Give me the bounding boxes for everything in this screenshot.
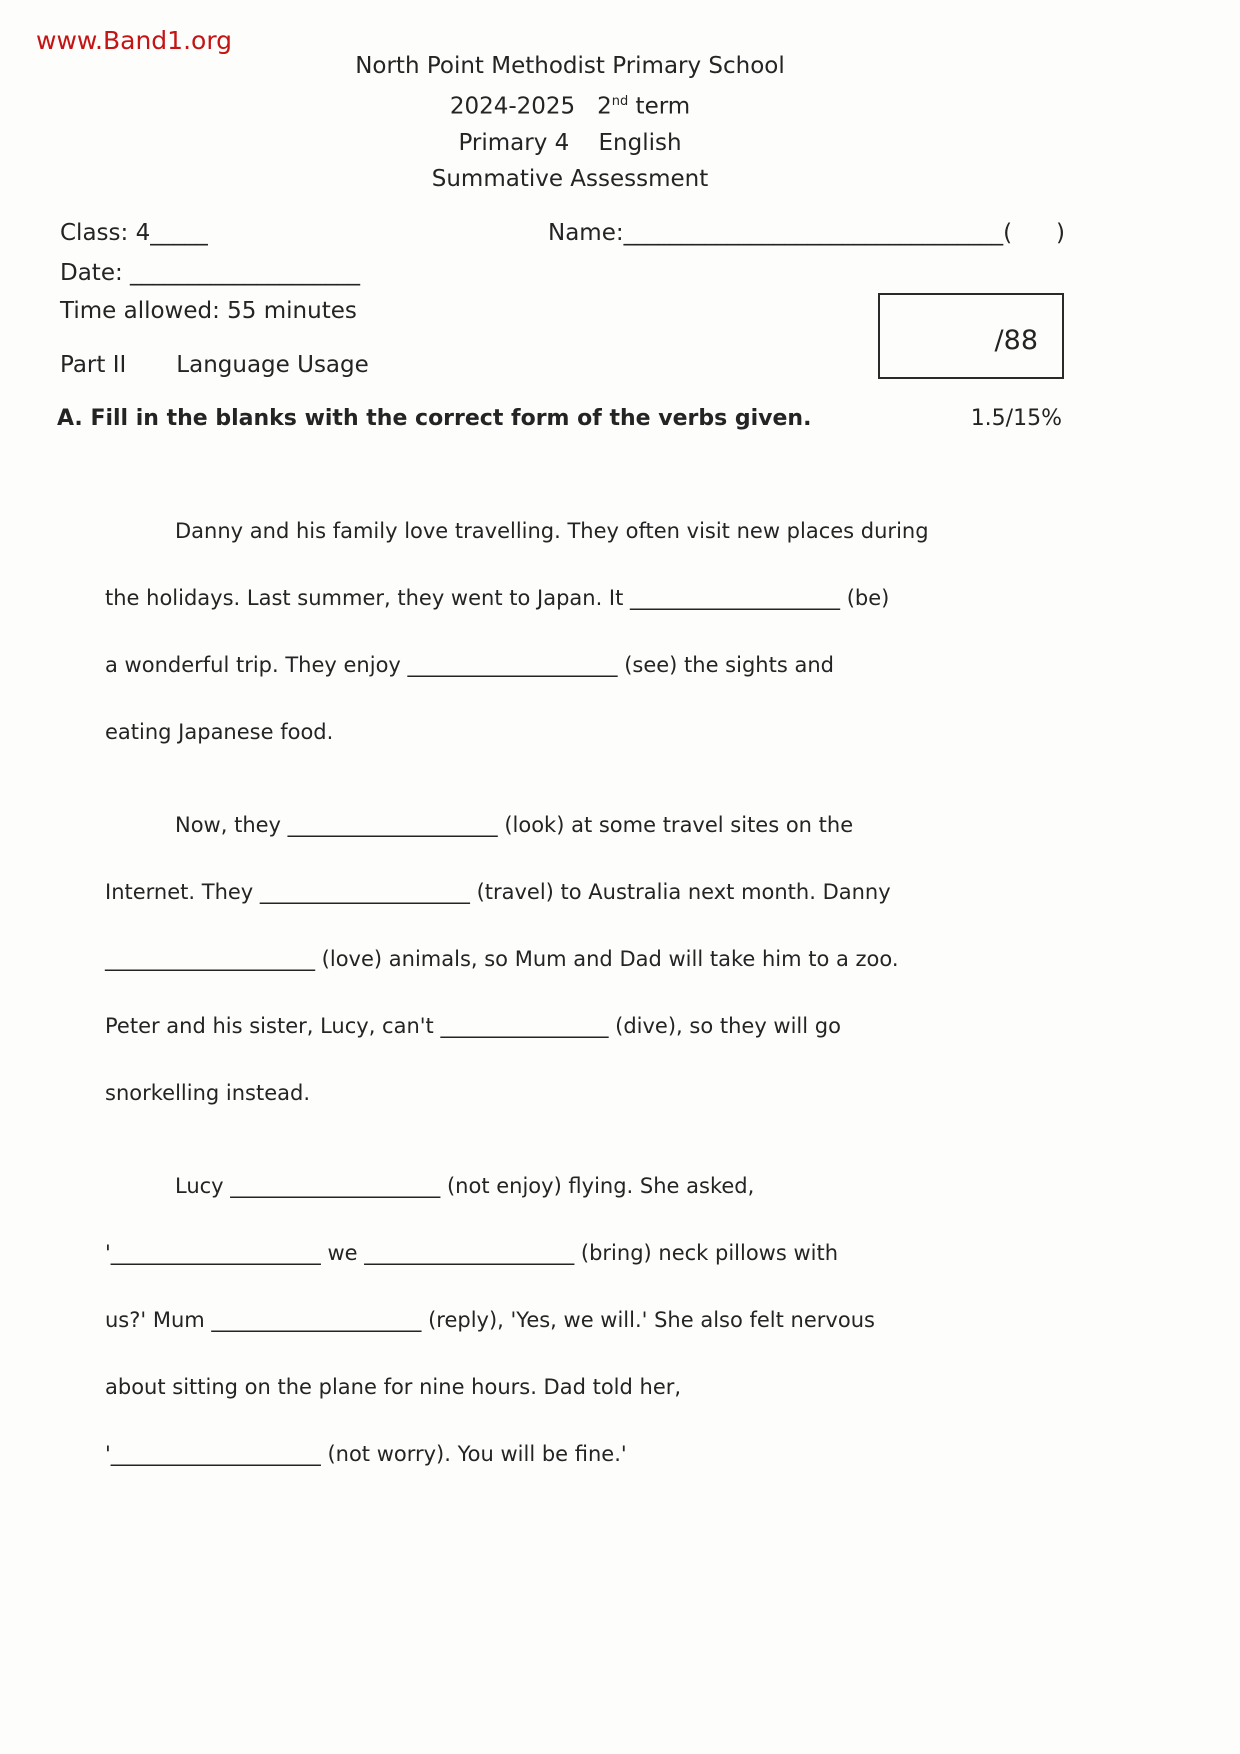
passage-line: the holidays. Last summer, they went to Japan. It ____________________ (be) <box>105 586 890 610</box>
section-a-heading <box>57 406 1062 431</box>
passage-line: snorkelling instead. <box>105 1081 310 1105</box>
total-marks: /88 <box>994 325 1038 356</box>
paragraph-3 <box>105 1153 1065 1488</box>
term-line <box>0 84 1140 125</box>
section-a-marks: 1.5/15% <box>970 406 1062 431</box>
school-name: North Point Methodist Primary School <box>355 53 785 79</box>
passage-line: Lucy ____________________ (not enjoy) flying. She asked, <box>175 1174 755 1198</box>
passage-line: '____________________ we ____________________ (bring) neck pillows with <box>105 1241 839 1265</box>
passage-line: eating Japanese food. <box>105 720 334 744</box>
time-allowed: Time allowed: 55 minutes <box>60 298 357 324</box>
passage-line: Danny and his family love travelling. They often visit new places during <box>175 519 929 543</box>
term-ordinal: nd <box>611 94 629 109</box>
paragraph-2 <box>105 792 1065 1127</box>
part-title: Language Usage <box>176 352 369 378</box>
term-suffix: term <box>628 93 691 120</box>
passage <box>105 498 1065 1514</box>
score-box <box>878 293 1064 379</box>
passage-line: about sitting on the plane for nine hours. Dad told her, <box>105 1375 682 1399</box>
passage-line: a wonderful trip. They enjoy ____________________ (see) the sights and <box>105 653 834 677</box>
name-field: Name:_________________________________( ) <box>548 220 1065 246</box>
passage-line: Peter and his sister, Lucy, can't ________________ (dive), so they will go <box>105 1014 841 1038</box>
passage-line: Internet. They ____________________ (travel) to Australia next month. Danny <box>105 880 891 904</box>
watermark-text: www.Band1.org <box>36 26 233 55</box>
class-name-row <box>60 220 1120 252</box>
paragraph-1 <box>105 498 1065 766</box>
class-field: Class: 4_____ <box>60 220 208 246</box>
passage-line: '____________________ (not worry). You will be fine.' <box>105 1442 627 1466</box>
term-text: 2024-2025 2 <box>449 93 612 120</box>
passage-line: ____________________ (love) animals, so Mum and Dad will take him to a zoo. <box>105 947 899 971</box>
subject-line: Primary 4 English <box>458 129 682 156</box>
date-field: Date: ____________________ <box>60 260 361 286</box>
passage-line: us?' Mum ____________________ (reply), 'Yes, we will.' She also felt nervous <box>105 1308 875 1332</box>
passage-line: Now, they ____________________ (look) at some travel sites on the <box>175 813 854 837</box>
exam-header <box>0 48 1140 197</box>
assessment-line: Summative Assessment <box>431 165 709 192</box>
section-a-title: A. Fill in the blanks with the correct form of the verbs given. <box>57 406 812 431</box>
part-heading <box>60 352 369 378</box>
part-label: Part II <box>60 352 127 378</box>
